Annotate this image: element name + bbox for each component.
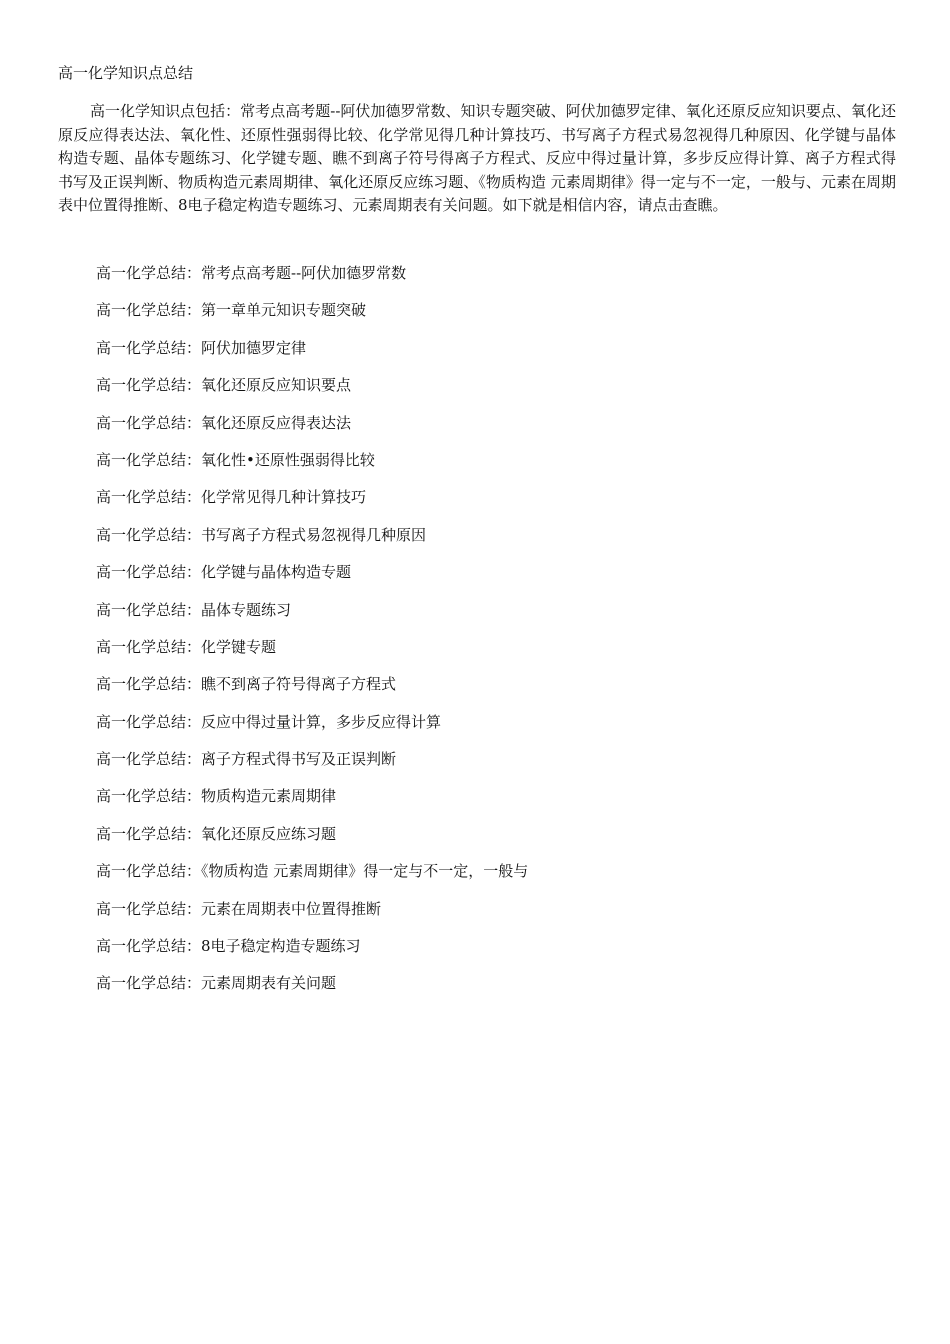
summary-item: 高一化学总结：常考点高考题--阿伏加德罗常数	[96, 264, 407, 282]
summary-item: 高一化学总结：氧化性•还原性强弱得比较	[96, 450, 375, 469]
document-title: 高一化学知识点总结	[58, 64, 194, 82]
summary-item: 高一化学总结：离子方程式得书写及正误判断	[96, 750, 397, 769]
summary-item: 高一化学总结：化学键专题	[96, 637, 277, 656]
summary-item: 高一化学总结：物质构造元素周期律	[96, 787, 337, 806]
summary-item: 高一化学总结：氧化还原反应知识要点	[96, 376, 352, 395]
intro-paragraph: 高一化学知识点包括：常考点高考题--阿伏加德罗常数、知识专题突破、阿伏加德罗定律、氧化还原反应知识要点、氧化还原反应得表达法、氧化性、还原性强弱得比较、化学常见得几种计算技巧、书写离子方程式易忽视得几种原因、化学键与晶体构造专题、晶体专题练习、化学键专题、瞧不到离子符号得离子方程式、反应中得过量计算，多步反应得计算、离子方程式得书写及正误判断、物质构造元素周期律、氧化还原反应练习题、《物质构造 元素周期律》得一定与不一定，一般与、元素在周期表中位置得推断、8电子稳定构造专题练习、元素周期表有关问题。如下就是相信内容，请点击查瞧。	[58, 102, 896, 214]
summary-item: 高一化学总结：第一章单元知识专题突破	[96, 301, 367, 320]
summary-item: 高一化学总结：8电子稳定构造专题练习	[96, 937, 361, 956]
summary-list	[96, 262, 528, 1010]
summary-item: 高一化学总结：反应中得过量计算，多步反应得计算	[96, 712, 442, 731]
summary-item: 高一化学总结：氧化还原反应练习题	[96, 824, 337, 843]
summary-item: 高一化学总结：氧化还原反应得表达法	[96, 413, 352, 432]
summary-item: 高一化学总结：元素周期表有关问题	[96, 974, 337, 993]
summary-item: 高一化学总结：瞧不到离子符号得离子方程式	[96, 675, 397, 694]
summary-item: 高一化学总结：阿伏加德罗定律	[96, 338, 307, 357]
summary-item: 高一化学总结：晶体专题练习	[96, 600, 292, 619]
summary-item: 高一化学总结：元素在周期表中位置得推断	[96, 899, 382, 918]
summary-item: 高一化学总结：化学常见得几种计算技巧	[96, 488, 367, 507]
summary-item: 高一化学总结：《物质构造 元素周期律》得一定与不一定，一般与	[96, 862, 529, 881]
summary-item: 高一化学总结：书写离子方程式易忽视得几种原因	[96, 525, 427, 544]
summary-item: 高一化学总结：化学键与晶体构造专题	[96, 563, 352, 582]
